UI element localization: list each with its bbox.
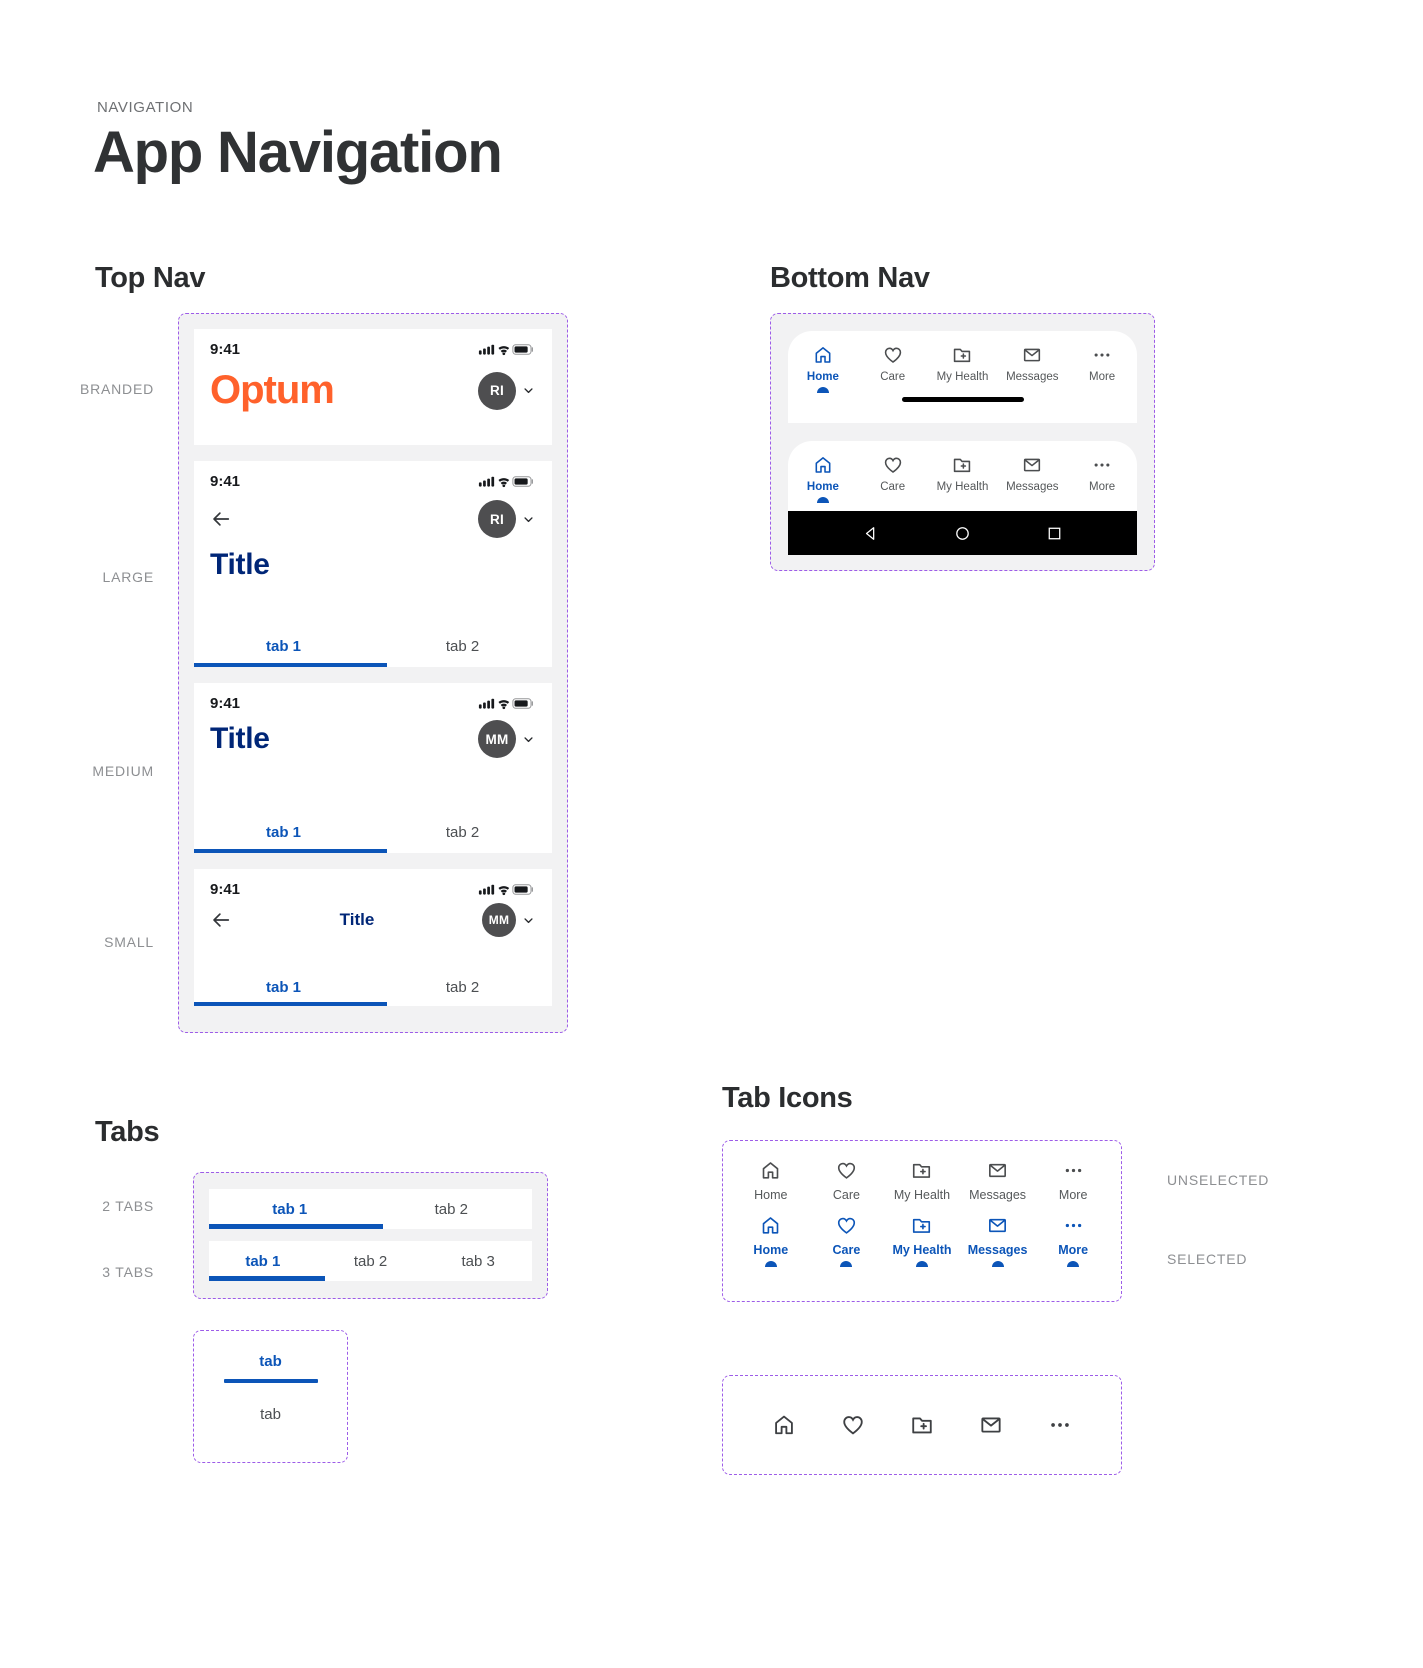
three-tab-row	[209, 1241, 532, 1281]
nav-item-label: Care	[880, 481, 906, 493]
nav-item-label: Messages	[969, 1188, 1027, 1202]
tab-label: tab 2	[353, 1252, 388, 1270]
messages-envelope-icon	[986, 1159, 1009, 1182]
home-icon	[771, 1412, 797, 1438]
status-bar	[194, 869, 552, 898]
nav-item-my-health[interactable]	[928, 454, 998, 493]
active-tab-underline	[209, 1276, 325, 1281]
my-health-folder-icon	[951, 344, 973, 366]
avatar[interactable]: RI	[478, 500, 516, 538]
messages-envelope-icon	[1021, 344, 1043, 366]
tab-label: tab 2	[445, 823, 480, 841]
nav-item-more[interactable]	[1067, 344, 1137, 383]
care-heart-icon	[882, 344, 904, 366]
avatar[interactable]: RI	[478, 372, 516, 410]
tab-2[interactable]	[373, 811, 552, 853]
android-home-icon[interactable]	[953, 524, 972, 543]
tabs-specimen-group	[193, 1172, 548, 1299]
status-icons	[478, 883, 536, 896]
nav-item-messages[interactable]	[960, 1159, 1036, 1202]
nav-item-label: Care	[832, 1243, 861, 1257]
active-tab-underline	[194, 849, 387, 853]
tab-label: tab 1	[265, 823, 301, 841]
android-back-icon[interactable]	[861, 524, 880, 543]
nav-item-care[interactable]	[858, 344, 928, 383]
messages-envelope-icon	[978, 1412, 1004, 1438]
screen-title: Title	[210, 722, 270, 755]
selected-indicator	[840, 1261, 852, 1267]
nav-item-my-health[interactable]	[884, 1159, 960, 1202]
avatar[interactable]: MM	[482, 903, 516, 937]
variant-label-medium: MEDIUM	[92, 763, 154, 779]
row-label-3-tabs: 3 TABS	[102, 1264, 154, 1280]
my-health-folder-icon	[910, 1214, 933, 1237]
variant-label-branded: BRANDED	[79, 381, 154, 397]
bottom-nav-specimen-group	[770, 313, 1155, 571]
active-tab-underline	[224, 1379, 318, 1383]
bare-icons-row	[723, 1376, 1121, 1474]
tab-icons-heading: Tab Icons	[722, 1082, 853, 1114]
state-label-unselected: UNSELECTED	[1167, 1172, 1270, 1188]
tab-bar	[209, 1241, 532, 1281]
nav-item-label: More	[1088, 481, 1116, 493]
nav-item-home[interactable]	[788, 454, 858, 503]
tab-selected[interactable]: tab	[259, 1353, 282, 1370]
android-recents-icon[interactable]	[1045, 524, 1064, 543]
selected-indicator	[765, 1261, 777, 1267]
status-icons	[478, 697, 536, 710]
home-icon	[812, 344, 834, 366]
tab-bar	[209, 1189, 532, 1229]
selected-indicator	[817, 497, 829, 503]
bottom-nav-bar	[788, 441, 1137, 503]
tab-label: tab 1	[245, 1252, 281, 1270]
back-arrow-icon[interactable]	[210, 508, 232, 530]
messages-envelope-icon	[986, 1214, 1009, 1237]
chevron-down-icon	[521, 383, 536, 398]
tab-bar	[194, 811, 552, 853]
avatar-menu-button[interactable]	[478, 372, 536, 410]
status-bar	[194, 683, 552, 712]
my-health-folder-icon	[909, 1412, 935, 1438]
back-arrow-icon[interactable]	[210, 909, 232, 931]
my-health-folder-icon	[951, 454, 973, 476]
nav-item-home[interactable]	[749, 1412, 818, 1438]
tab-bar	[194, 968, 552, 1006]
tab-3[interactable]	[424, 1241, 532, 1281]
top-nav-small	[194, 869, 552, 1006]
avatar[interactable]: MM	[478, 720, 516, 758]
status-bar	[194, 461, 552, 490]
tabs-heading: Tabs	[95, 1116, 160, 1148]
nav-item-label: Home	[806, 371, 839, 383]
screen-title: Title	[339, 910, 375, 929]
more-ellipsis-icon	[1062, 1159, 1085, 1182]
variant-label-large: LARGE	[102, 569, 154, 585]
home-icon	[812, 454, 834, 476]
nav-item-care[interactable]	[809, 1214, 885, 1267]
row-label-2-tabs: 2 TABS	[102, 1198, 154, 1214]
messages-envelope-icon	[1021, 454, 1043, 476]
care-heart-icon	[840, 1412, 866, 1438]
active-tab-underline	[194, 663, 387, 667]
nav-item-home[interactable]	[733, 1159, 809, 1202]
chevron-down-icon	[521, 913, 536, 928]
tab-1[interactable]	[194, 968, 373, 1006]
care-heart-icon	[835, 1214, 858, 1237]
avatar-menu-button[interactable]	[478, 500, 536, 538]
nav-item-label: Home	[754, 1188, 788, 1202]
avatar-menu-button[interactable]	[478, 720, 536, 758]
tab-label: tab 1	[272, 1200, 308, 1218]
nav-item-label: Messages	[1006, 481, 1059, 493]
nav-item-more[interactable]	[1026, 1412, 1095, 1438]
tab-1[interactable]	[209, 1189, 371, 1229]
home-icon	[759, 1159, 782, 1182]
status-time: 9:41	[210, 695, 241, 712]
nav-item-home[interactable]	[788, 344, 858, 393]
active-tab-underline	[194, 1002, 387, 1006]
two-tab-row	[209, 1189, 532, 1229]
android-system-bar	[788, 511, 1137, 555]
nav-item-more[interactable]	[1035, 1214, 1111, 1267]
status-time: 9:41	[210, 473, 241, 490]
selected-indicator	[916, 1261, 928, 1267]
nav-item-label: More	[1058, 1188, 1088, 1202]
tab-2[interactable]	[373, 625, 552, 667]
tab-label: tab 1	[265, 637, 301, 655]
eyebrow-label: NAVIGATION	[97, 99, 194, 116]
tab-icons-selected-row	[733, 1202, 1111, 1267]
optum-logo: Optum	[210, 368, 334, 412]
avatar-menu-button[interactable]	[482, 903, 536, 937]
tab-2[interactable]	[373, 968, 552, 1006]
nav-item-label: My Health	[936, 481, 989, 493]
tab-1[interactable]	[209, 1241, 317, 1281]
nav-item-label: More	[1088, 371, 1116, 383]
home-indicator-bar	[902, 397, 1024, 402]
more-ellipsis-icon	[1091, 344, 1113, 366]
tab-unselected[interactable]: tab	[260, 1406, 281, 1423]
tab-1[interactable]	[194, 625, 373, 667]
care-heart-icon	[882, 454, 904, 476]
bottom-nav-heading: Bottom Nav	[770, 262, 930, 294]
nav-item-my-health[interactable]	[928, 344, 998, 383]
top-nav-medium	[194, 683, 552, 853]
selected-indicator	[817, 387, 829, 393]
status-time: 9:41	[210, 881, 241, 898]
more-ellipsis-icon	[1047, 1412, 1073, 1438]
nav-item-label: Care	[832, 1188, 860, 1202]
nav-item-care[interactable]	[809, 1159, 885, 1202]
tab-label: tab 2	[445, 978, 480, 996]
selected-indicator	[1067, 1261, 1079, 1267]
nav-item-label: Messages	[1006, 371, 1059, 383]
top-nav-branded	[194, 329, 552, 445]
nav-item-messages[interactable]	[960, 1214, 1036, 1267]
single-tab-specimen	[193, 1330, 348, 1463]
nav-item-more[interactable]	[1035, 1159, 1111, 1202]
page-title: App Navigation	[93, 120, 502, 185]
more-ellipsis-icon	[1062, 1214, 1085, 1237]
tab-2[interactable]	[317, 1241, 425, 1281]
chevron-down-icon	[521, 512, 536, 527]
care-heart-icon	[835, 1159, 858, 1182]
tab-bar	[194, 625, 552, 667]
nav-item-care[interactable]	[818, 1412, 887, 1438]
home-icon	[759, 1214, 782, 1237]
nav-item-care[interactable]	[858, 454, 928, 493]
status-time: 9:41	[210, 341, 241, 358]
variant-label-small: SMALL	[104, 934, 154, 950]
nav-item-label: Home	[753, 1243, 789, 1257]
top-nav-specimen-group	[178, 313, 568, 1033]
nav-item-label: Messages	[967, 1243, 1028, 1257]
my-health-folder-icon	[910, 1159, 933, 1182]
nav-item-label: My Health	[936, 371, 989, 383]
top-nav-heading: Top Nav	[95, 262, 206, 294]
tab-label: tab 3	[461, 1252, 495, 1270]
screen-title: Title	[210, 548, 270, 581]
tab-icons-unselected-row	[733, 1147, 1111, 1202]
tab-label: tab 2	[434, 1200, 468, 1218]
status-bar	[194, 329, 552, 358]
tab-label: tab 1	[265, 978, 301, 996]
bottom-nav-bar	[788, 331, 1137, 393]
nav-item-label: More	[1058, 1243, 1089, 1257]
nav-item-messages[interactable]	[997, 344, 1067, 383]
bare-icons-specimen-group	[722, 1375, 1122, 1475]
nav-item-my-health[interactable]	[887, 1412, 956, 1438]
nav-item-messages[interactable]	[957, 1412, 1026, 1438]
nav-item-label: Care	[880, 371, 906, 383]
bottom-nav-ios	[788, 331, 1137, 423]
chevron-down-icon	[521, 732, 536, 747]
bottom-nav-android	[788, 441, 1137, 555]
nav-item-label: Home	[806, 481, 839, 493]
status-icons	[478, 343, 536, 356]
tab-1[interactable]	[194, 811, 373, 853]
nav-item-messages[interactable]	[997, 454, 1067, 493]
tab-label: tab 2	[445, 637, 480, 655]
nav-item-home[interactable]	[733, 1214, 809, 1267]
nav-item-my-health[interactable]	[884, 1214, 960, 1267]
nav-item-more[interactable]	[1067, 454, 1137, 493]
selected-indicator	[992, 1261, 1004, 1267]
active-tab-underline	[209, 1224, 383, 1229]
nav-item-label: My Health	[892, 1243, 952, 1257]
state-label-selected: SELECTED	[1167, 1251, 1248, 1267]
more-ellipsis-icon	[1091, 454, 1113, 476]
status-icons	[478, 475, 536, 488]
top-nav-large	[194, 461, 552, 667]
tab-2[interactable]	[371, 1189, 533, 1229]
tab-icons-specimen-group	[722, 1140, 1122, 1302]
nav-item-label: My Health	[893, 1188, 951, 1202]
